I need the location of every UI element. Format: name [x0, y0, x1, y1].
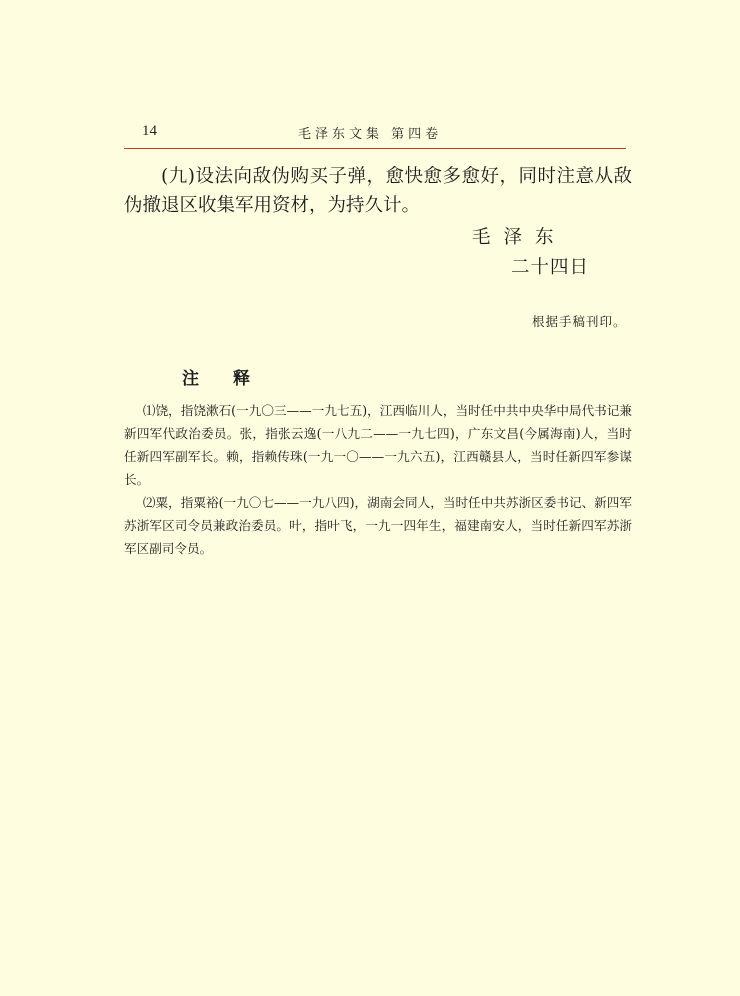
page-number: 14 — [142, 123, 157, 139]
body-paragraph: (九)设法向敌伪购买子弹，愈快愈多愈好，同时注意从敌伪撤退区收集军用资材，为持久计。 — [124, 166, 632, 216]
main-text — [124, 162, 632, 220]
note-item: ⑵粟，指粟裕(一九〇七——一九八四)，湖南会同人，当时任中共苏浙区委书记、新四军苏浙军区司令员兼政治委员。叶，指叶飞，一九一四年生，福建南安人，当时任新四军苏浙军区副司令员。 — [124, 495, 632, 556]
running-title: 毛泽东文集 第四卷 — [298, 127, 443, 142]
source-note: 根据手稿刊印。 — [532, 314, 627, 329]
page-header — [124, 122, 626, 149]
author-signature: 毛泽东 — [472, 227, 567, 248]
notes-section — [124, 399, 632, 560]
letter-date: 二十四日 — [511, 257, 590, 278]
note-item: ⑴饶，指饶漱石(一九〇三——一九七五)，江西临川人，当时任中共中央华中局代书记兼新四军代政治委员。张，指张云逸(一八九二——一九七四)，广东文昌(今属海南)人，当时任新四军副军长。赖，指赖传珠(一九一〇——一九六五)，江西赣县人，当时任新四军参谋长。 — [124, 403, 632, 487]
notes-heading: 注释 — [182, 369, 284, 389]
